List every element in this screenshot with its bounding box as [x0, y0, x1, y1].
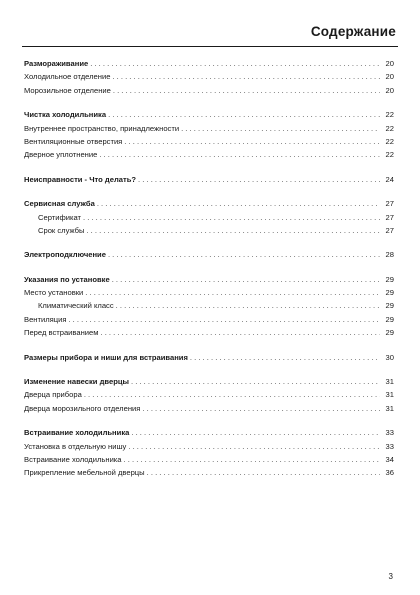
toc-entry[interactable] [24, 122, 394, 135]
toc-entry-page: 22 [385, 123, 394, 133]
toc-entry-page: 22 [385, 150, 394, 160]
toc-entry[interactable] [24, 211, 394, 224]
toc-heading-entry[interactable] [24, 426, 394, 439]
toc-section [24, 248, 394, 261]
toc-entry-page: 28 [385, 250, 394, 260]
toc-entry[interactable] [24, 70, 394, 83]
toc-entry[interactable] [24, 313, 394, 326]
toc-section [24, 173, 394, 186]
toc-section [24, 273, 394, 340]
toc-entry[interactable] [24, 326, 394, 339]
toc-entry-title: Вентиляционные отверстия [24, 136, 123, 146]
dot-leader [112, 70, 380, 83]
toc-entry-title: Место установки [24, 288, 84, 298]
toc-heading-entry[interactable] [24, 248, 394, 261]
page-title: Содержание [310, 24, 396, 39]
toc-entry-title: Электроподключение [24, 250, 106, 260]
toc-entry-title: Внутреннее пространство, принадлежности [24, 123, 180, 133]
toc-entry[interactable] [24, 388, 394, 401]
dot-leader [85, 286, 380, 299]
toc-section [24, 197, 394, 237]
dot-leader [68, 313, 380, 326]
toc-heading-entry[interactable] [24, 57, 394, 70]
dot-leader [108, 108, 380, 121]
toc-entry[interactable] [24, 402, 394, 415]
toc-entry-title: Прикрепление мебельной дверцы [24, 468, 145, 478]
dot-leader [147, 466, 380, 479]
toc-entry-page: 31 [385, 403, 394, 413]
toc-entry-page: 22 [385, 110, 394, 120]
dot-leader [116, 299, 380, 312]
dot-leader [190, 351, 380, 364]
toc-entry-title: Морозильное отделение [24, 85, 111, 95]
page-number: 3 [388, 572, 393, 581]
toc-entry-title: Изменение навески дверцы [24, 377, 129, 387]
dot-leader [100, 326, 380, 339]
dot-leader [84, 388, 380, 401]
toc-entry-title: Чистка холодильника [24, 110, 107, 120]
toc-entry-page: 24 [385, 174, 394, 184]
dot-leader [142, 402, 380, 415]
toc-heading-entry[interactable] [24, 351, 394, 364]
dot-leader [124, 135, 380, 148]
toc-entry-page: 27 [385, 199, 394, 209]
toc-entry[interactable] [24, 286, 394, 299]
toc-entry-title: Размеры прибора и ниши для встраивания [24, 352, 188, 362]
toc-heading-entry[interactable] [24, 375, 394, 388]
toc-section [24, 108, 394, 162]
toc-entry-title: Дверца прибора [24, 390, 82, 400]
toc-entry-page: 29 [385, 314, 394, 324]
toc-entry-title: Сертификат [38, 212, 81, 222]
toc-entry[interactable] [24, 224, 394, 237]
toc-entry-title: Климатический класс [38, 301, 114, 311]
dot-leader [138, 173, 380, 186]
toc-entry-title: Перед встраиванием [24, 328, 99, 338]
toc-heading-entry[interactable] [24, 108, 394, 121]
dot-leader [97, 197, 380, 210]
toc-entry[interactable] [24, 453, 394, 466]
toc-entry-page: 20 [385, 59, 394, 68]
toc-entry-page: 31 [385, 390, 394, 400]
toc-entry-page: 33 [385, 428, 394, 438]
toc-entry-page: 31 [385, 377, 394, 387]
toc-section [24, 57, 394, 97]
toc-section [24, 426, 394, 480]
toc-entry-title: Указания по установке [24, 274, 110, 284]
toc-heading-entry[interactable] [24, 273, 394, 286]
toc-entry[interactable] [24, 148, 394, 161]
toc-entry-title: Холодильное отделение [24, 72, 111, 82]
toc-entry[interactable] [24, 84, 394, 97]
toc-entry-title: Размораживание [24, 59, 89, 68]
dot-leader [124, 453, 380, 466]
toc-entry-page: 27 [385, 225, 394, 235]
toc-entry-title: Вентиляция [24, 314, 67, 324]
dot-leader [113, 84, 380, 97]
toc-entry[interactable] [24, 466, 394, 479]
dot-leader [112, 273, 380, 286]
dot-leader [128, 440, 380, 453]
dot-leader [83, 211, 380, 224]
toc-entry-page: 30 [385, 352, 394, 362]
dot-leader [131, 375, 380, 388]
toc-entry-title: Встраивание холодильника [24, 428, 130, 438]
toc-entry-title: Неисправности - Что делать? [24, 174, 137, 184]
toc-entry-page: 22 [385, 136, 394, 146]
toc-entry-title: Сервисная служба [24, 199, 95, 209]
toc-entry-title: Установка в отдельную нишу [24, 441, 127, 451]
toc-entry-page: 29 [385, 288, 394, 298]
toc-entry-page: 20 [385, 72, 394, 82]
dot-leader [90, 57, 380, 70]
dot-leader [108, 248, 380, 261]
toc-entry-page: 36 [385, 468, 394, 478]
dot-leader [86, 224, 380, 237]
toc-entry-page: 29 [385, 328, 394, 338]
toc-entry-title: Срок службы [38, 225, 85, 235]
page-header [22, 16, 398, 47]
dot-leader [131, 426, 380, 439]
toc-entry-title: Встраивание холодильника [24, 454, 122, 464]
toc-entry-page: 34 [385, 454, 394, 464]
toc-entry[interactable] [24, 135, 394, 148]
toc-entry-page: 29 [385, 301, 394, 311]
dot-leader [181, 122, 380, 135]
toc-entry[interactable] [24, 299, 394, 312]
toc-section [24, 375, 394, 415]
table-of-contents [24, 57, 394, 491]
toc-entry-title: Дверное уплотнение [24, 150, 98, 160]
toc-entry-page: 33 [385, 441, 394, 451]
dot-leader [99, 148, 380, 161]
toc-entry-page: 27 [385, 212, 394, 222]
toc-entry[interactable] [24, 440, 394, 453]
toc-heading-entry[interactable] [24, 173, 394, 186]
toc-entry-page: 20 [385, 85, 394, 95]
toc-section [24, 351, 394, 364]
toc-entry-page: 29 [385, 274, 394, 284]
toc-entry-title: Дверца морозильного отделения [24, 403, 141, 413]
toc-heading-entry[interactable] [24, 197, 394, 210]
